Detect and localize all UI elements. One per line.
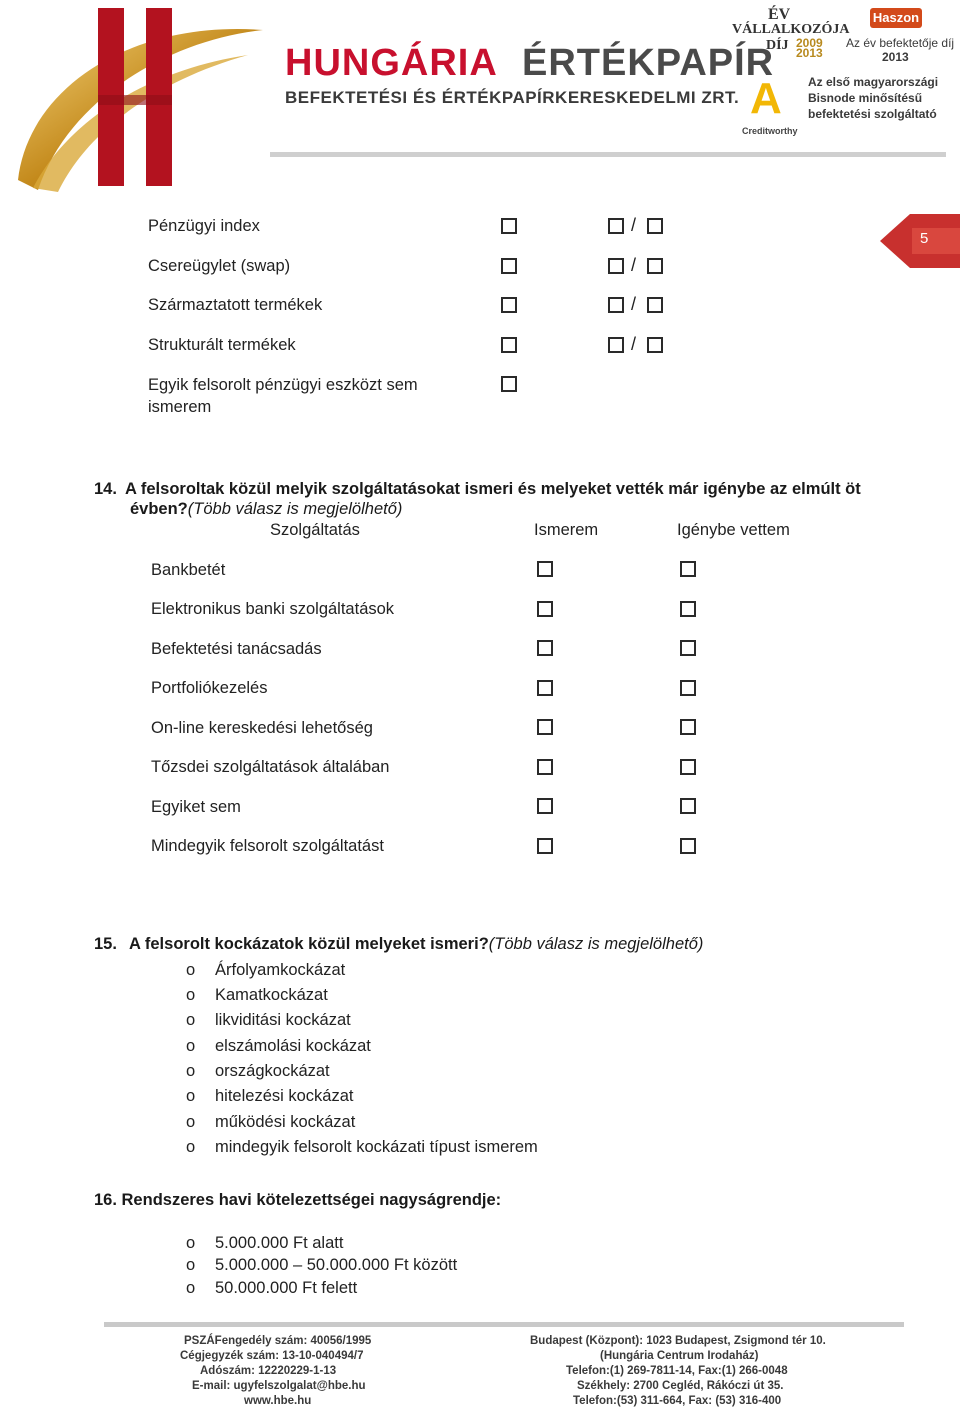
q14-text-line1: A felsoroltak közül melyik szolgáltatásokat ismeri és melyeket vették már igénybe az elmúlt öt [125,480,861,498]
q14-know-checkbox[interactable] [537,601,553,617]
slash-separator: / [631,294,637,314]
q15-note: (Több válasz is megjelölhető) [488,935,704,953]
q14-know-checkbox[interactable] [537,640,553,656]
q13-row-label: Pénzügyi index [148,217,260,235]
col-header-service: Szolgáltatás [270,521,360,539]
slash-separator: / [631,334,637,354]
rating-line1: Az első magyarországi [808,75,939,89]
q13-checkbox[interactable] [501,218,517,234]
q15-option[interactable]: mindegyik felsorolt kockázati típust ismerem [215,1138,538,1156]
q14-know-checkbox[interactable] [537,680,553,696]
q14-text-line2-main: évben? [130,500,188,518]
header-divider [270,152,946,157]
q14-row-label: Bankbetét [151,561,226,579]
slash-separator: / [631,255,637,275]
footer-left-line: Cégjegyzék szám: 13-10-040494/7 [180,1350,364,1362]
q13-checkbox[interactable] [501,297,517,313]
q15-option[interactable]: működési kockázat [215,1113,356,1131]
q13-checkbox-a[interactable] [608,337,624,353]
q14-note: (Több válasz is megjelölhető) [187,500,403,518]
q13-checkbox-b[interactable] [647,297,663,313]
brand-name-2: ÉRTÉKPAPÍR [522,42,775,84]
q15-option[interactable]: Árfolyamkockázat [215,961,346,979]
q14-used-checkbox[interactable] [680,680,696,696]
bullet-circle: o [186,986,196,1004]
col-header-used: Igénybe vettem [677,521,790,539]
q14-used-checkbox[interactable] [680,719,696,735]
q15-option[interactable]: Kamatkockázat [215,986,328,1004]
q14-row-label: Elektronikus banki szolgáltatások [151,600,395,618]
q13-row-label-cont: ismerem [148,398,212,416]
q13-checkbox-a[interactable] [608,218,624,234]
q15-text-main: A felsorolt kockázatok közül melyeket ismeri? [129,935,489,953]
bullet-circle: o [186,1037,196,1055]
col-header-know: Ismerem [534,521,599,539]
q14-used-checkbox[interactable] [680,838,696,854]
footer-right-line: (Hungária Centrum Irodaház) [600,1350,759,1362]
q16-option[interactable]: 5.000.000 – 50.000.000 Ft között [215,1256,458,1274]
footer-website[interactable]: www.hbe.hu [244,1395,312,1407]
q14-know-checkbox[interactable] [537,798,553,814]
q16-option[interactable]: 50.000.000 Ft felett [215,1279,358,1297]
q14-know-checkbox[interactable] [537,838,553,854]
q14-text-line2 [130,500,402,519]
q14-know-checkbox[interactable] [537,759,553,775]
q15-text [129,935,703,954]
slash-separator: / [631,215,637,235]
footer-right-line: Budapest (Központ): 1023 Budapest, Zsigmond tér 10. [530,1335,826,1347]
q15-option[interactable]: hitelezési kockázat [215,1087,354,1105]
haszon-year: 2013 [882,50,909,64]
q15-option[interactable]: országkockázat [215,1062,330,1080]
q13-row-label: Egyik felsorolt pénzügyi eszközt sem [148,376,418,394]
page-number: 5 [920,230,929,247]
award-line3: DÍJ [766,38,789,53]
q14-row-label: Befektetési tanácsadás [151,640,322,658]
rating-line2: Bisnode minősítésű [808,91,923,105]
q15-option[interactable]: likviditási kockázat [215,1011,351,1029]
company-logo-swoosh [8,0,273,195]
bullet-circle: o [186,1256,196,1274]
q14-used-checkbox[interactable] [680,561,696,577]
q14-row-label: Egyiket sem [151,798,241,816]
bullet-circle: o [186,1011,196,1029]
bullet-circle: o [186,1062,196,1080]
bullet-circle: o [186,1279,196,1297]
award-year2: 2013 [796,46,823,60]
award-line2: VÁLLALKOZÓJA [732,22,850,37]
q13-row-label: Strukturált termékek [148,336,296,354]
footer-right-line: Székhely: 2700 Cegléd, Rákóczi út 35. [577,1380,784,1392]
haszon-award-text: Az év befektetője díj [846,36,955,50]
q13-checkbox-a[interactable] [608,297,624,313]
q14-used-checkbox[interactable] [680,798,696,814]
q13-checkbox-b[interactable] [647,337,663,353]
brand-name: HUNGÁRIA [285,42,498,84]
rating-a-logo: A [750,74,782,123]
footer-left-line: Adószám: 12220229-1-13 [200,1365,337,1377]
q13-checkbox-b[interactable] [647,218,663,234]
q13-row-label: Csereügylet (swap) [148,257,291,275]
q15-option[interactable]: elszámolási kockázat [215,1037,371,1055]
brand-tagline: BEFEKTETÉSI ÉS ÉRTÉKPAPÍRKERESKEDELMI ZRT. [285,88,740,107]
bullet-circle: o [186,961,196,979]
q14-row-label: On-line kereskedési lehetőség [151,719,373,737]
q16-option[interactable]: 5.000.000 Ft alatt [215,1234,344,1252]
rating-caption: Creditworthy [742,126,798,136]
footer-divider [104,1322,904,1327]
q14-row-label: Portfoliókezelés [151,679,268,697]
bullet-circle: o [186,1234,196,1252]
q13-checkbox-b[interactable] [647,258,663,274]
q14-row-label: Tőzsdei szolgáltatások általában [151,758,390,776]
bullet-circle: o [186,1138,196,1156]
award-year1: 2009 [796,36,823,50]
q14-used-checkbox[interactable] [680,601,696,617]
q15-number: 15. [94,935,117,953]
q16-text: 16. Rendszeres havi kötelezettségei nagyságrendje: [94,1191,502,1209]
q14-used-checkbox[interactable] [680,759,696,775]
q14-know-checkbox[interactable] [537,561,553,577]
haszon-logo: Haszon [870,8,922,28]
footer-left-line: PSZÁFengedély szám: 40056/1995 [184,1335,372,1347]
q13-checkbox[interactable] [501,258,517,274]
q13-checkbox-a[interactable] [608,258,624,274]
q13-checkbox[interactable] [501,376,517,392]
bullet-circle: o [186,1113,196,1131]
footer-right-line: Telefon:(1) 269-7811-14, Fax:(1) 266-0048 [566,1365,788,1377]
q13-row-label: Származtatott termékek [148,296,323,314]
footer-right-line: Telefon:(53) 311-664, Fax: (53) 316-400 [573,1395,782,1407]
q14-used-checkbox[interactable] [680,640,696,656]
bullet-circle: o [186,1087,196,1105]
q13-checkbox[interactable] [501,337,517,353]
award-line1: ÉV [768,6,791,23]
rating-line3: befektetési szolgáltató [808,107,937,121]
q14-number: 14. [94,480,117,498]
q14-row-label: Mindegyik felsorolt szolgáltatást [151,837,384,855]
footer-email[interactable]: E-mail: ugyfelszolgalat@hbe.hu [192,1380,366,1392]
q14-know-checkbox[interactable] [537,719,553,735]
